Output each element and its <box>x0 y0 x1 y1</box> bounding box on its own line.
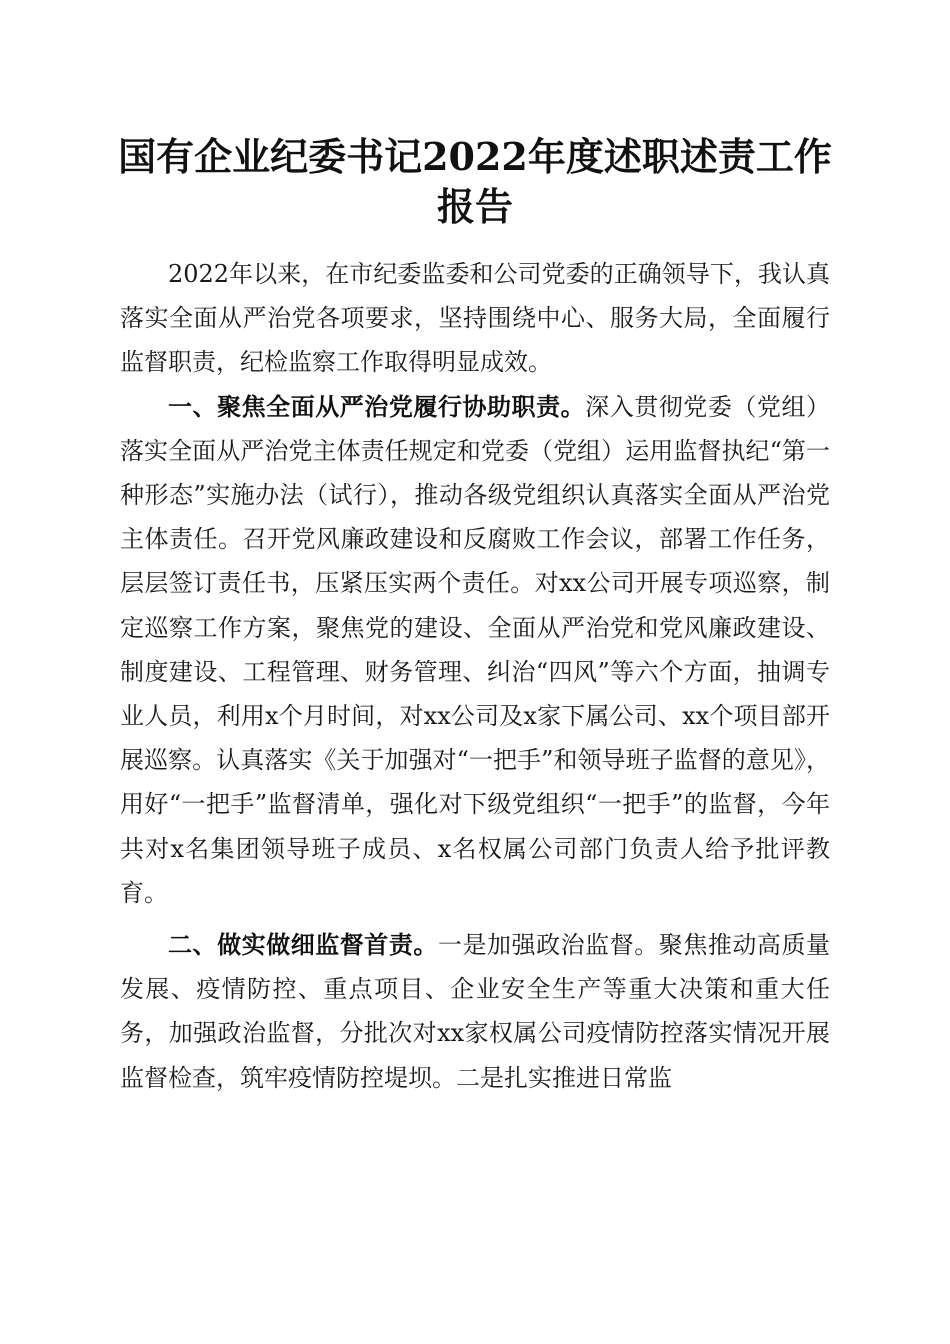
section-text: 深入贯彻党委（党组）落实全面从严治党主体责任规定和党委（党组）运用监督执纪“第一种形态”实施办法（试行），推动各级党组织认真落实全面从严治党主体责任。召开党风廉政建设和反腐败工作会议，部署工作任务，层层签订责任书，压紧压实两个责任。对xx公司开展专项巡察，制定巡察工作方案，聚焦党的建设、全面从严治党和党风廉政建设、制度建设、工程管理、财务管理、纠治“四风”等六个方面，抽调专业人员，利用x个月时间，对xx公司及x家下属公司、xx个项目部开展巡察。认真落实《关于加强对“一把手”和领导班子监督的意见》，用好“一把手”监督清单，强化对下级党组织“一把手”的监督，今年共对x名集团领导班子成员、x名权属公司部门负责人给予批评教育。 <box>120 392 831 907</box>
document-title: 国有企业纪委书记2022年度述职述责工作报告 <box>118 134 832 229</box>
section-paragraph <box>120 923 830 1100</box>
section-text: 一是加强政治监督。聚焦推动高质量发展、疫情防控、重点项目、企业安全生产等重大决策和重大任务，加强政治监督，分批次对xx家权属公司疫情防控落实情况开展监督检查，筑牢疫情防控堤坝。二是扎实推进日常监 <box>120 931 831 1092</box>
document-body <box>120 252 830 1100</box>
section-heading: 一、聚焦全面从严治党履行协助职责。 <box>168 392 586 421</box>
section-paragraph <box>120 385 830 915</box>
section-heading: 二、做实做细监督首责。 <box>168 931 438 960</box>
intro-paragraph: 2022年以来，在市纪委监委和公司党委的正确领导下，我认真落实全面从严治党各项要求，坚持围绕中心、服务大局，全面履行监督职责，纪检监察工作取得明显成效。 <box>120 260 830 377</box>
